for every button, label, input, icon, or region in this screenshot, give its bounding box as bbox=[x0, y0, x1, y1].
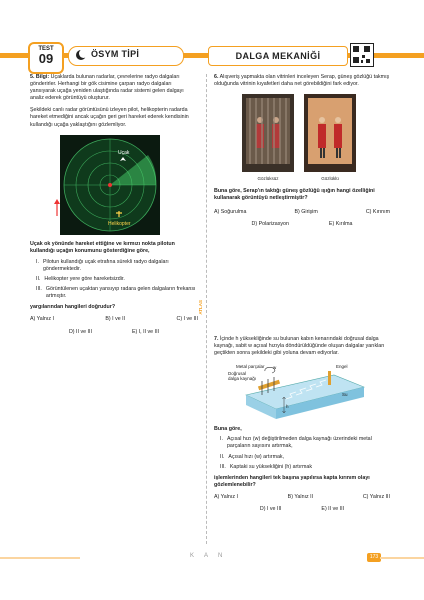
footer-line-right bbox=[380, 557, 424, 559]
fig-label-metal: Metal parçalar bbox=[236, 364, 265, 370]
q7-item-3-roman: III. bbox=[220, 463, 226, 470]
q5-item-3: Görüntülenen uçaktan yansıyıp radara gelen dalgaların frekansı artmıştır. bbox=[45, 286, 196, 300]
test-number: 09 bbox=[38, 51, 54, 66]
q7-item-1: Açısal hızı (w) değiştirilmeden dalga kaynağı üzerindeki metal parçaların sayısını artırmak, bbox=[226, 436, 372, 450]
q5-option-c[interactable]: C) I ve III bbox=[176, 316, 198, 323]
q7-option-a[interactable]: A) Yalnız I bbox=[214, 493, 238, 500]
radar-label-ucak: Uçak bbox=[118, 149, 130, 156]
q5-intro-bold: Bilgi: bbox=[35, 74, 50, 80]
q5-option-a[interactable]: A) Yalnız I bbox=[30, 316, 54, 323]
q5-stem: Uçak ok yönünde hareket ettiğine ve kırmızı nokta pilotun kullandığı uçağın konumunu gösterdiğine göre, bbox=[30, 240, 175, 254]
fig-label-su: Su bbox=[342, 392, 348, 398]
q5-item-3-roman: III. bbox=[36, 286, 42, 293]
direction-arrow-icon bbox=[50, 198, 64, 218]
q5-item-2-roman: II. bbox=[36, 276, 41, 283]
osym-badge bbox=[68, 46, 184, 66]
test-badge bbox=[28, 42, 64, 74]
q6-question: Buna göre, Serap'ın taktığı güneş gözlüğü ışığın hangi özelliğini kullanarak görüntüyü netleştirmiştir? bbox=[214, 188, 375, 202]
test-label: TEST bbox=[38, 46, 54, 52]
q7-option-d[interactable]: D) I ve III bbox=[259, 506, 282, 513]
page-number: 173 bbox=[367, 553, 381, 562]
q5-option-d[interactable]: D) II ve III bbox=[68, 328, 92, 335]
topic-title: DALGA MEKANİĞİ bbox=[208, 46, 348, 66]
q7-item-1-roman: I. bbox=[220, 436, 223, 443]
q7-number: 7. bbox=[214, 336, 219, 342]
footer-line-left bbox=[0, 557, 80, 559]
fig-label-engel: Engel bbox=[336, 364, 348, 370]
q5-question: yargılarından hangileri doğrudur? bbox=[30, 304, 116, 311]
fig-label-source: Doğrusal dalga kaynağı bbox=[228, 371, 257, 382]
q5-intro: Uçaklarda bulunan radarlar, çevrelerine radyo dalgaları gönderirler. Herhangi bir gök cisimine çarpan radyo dalgaları yansıyarak uçağa yeniden ulaştığında radar sistemi gelen dalgayı analiz ederek görüntüyü oluşturur. bbox=[30, 74, 184, 102]
osym-label: ÖSYM TİPİ bbox=[91, 49, 140, 59]
question-5 bbox=[30, 74, 198, 336]
q5-number: 5. bbox=[30, 74, 35, 80]
q6-option-b[interactable]: B) Girişim bbox=[294, 208, 318, 215]
q6-number: 6. bbox=[214, 74, 219, 80]
radar-figure bbox=[60, 135, 160, 235]
q7-text: İçinde h yüksekliğinde su bulunan kabın kenarındaki doğrusal dalga kaynağı, sabit w açısal hızıyla döndürüldüğünde oluşan dalgalar yarıkları geçtikten sonra şekildeki gibi yoluna devam ediyorlar. bbox=[214, 336, 385, 357]
q5-option-b[interactable]: B) I ve II bbox=[105, 316, 126, 323]
q7-option-e[interactable]: E) II ve III bbox=[321, 506, 345, 513]
q7-item-3: Kaptaki su yüksekliğini (h) artırmak bbox=[229, 463, 313, 470]
footer-logo: KAN bbox=[190, 553, 233, 559]
q6-option-c[interactable]: C) Kırınım bbox=[365, 208, 390, 215]
q6-text: Alışveriş yapmakta olan vitrinleri inceleyen Serap, güneş gözlüğü takmış olduğunda vitrinin kıyafetleri daha net görebildiğini fark ediyor. bbox=[214, 74, 390, 88]
q7-item-2-roman: II. bbox=[220, 453, 225, 460]
moon-icon bbox=[76, 50, 86, 60]
q7-option-b[interactable]: B) Yalnız II bbox=[287, 493, 314, 500]
radar-label-heli: Helikopter bbox=[108, 220, 131, 227]
q5-para2: Şekildeki canlı radar görüntüsünü izleyen pilot, helikopterin radarda hareket etmediğini ancak uçağın geri geri hareket ederek kendisinin kullandığı uçağa yaklaştığını gözlemliyor. bbox=[30, 107, 189, 128]
q5-item-1-roman: I. bbox=[36, 258, 39, 265]
q5-item-2: Helikopter yere göre hareketsizdir. bbox=[44, 276, 125, 283]
q6-option-e[interactable]: E) Kırılma bbox=[328, 220, 353, 227]
side-brand-label: ATLAS bbox=[198, 300, 203, 315]
q7-item-2: Açısal hızı (w) artırmak, bbox=[228, 453, 285, 460]
q7-question: işlemlerinden hangileri tek başına yapılırsa kapta kırınım olayı gözlemlenebilir? bbox=[214, 474, 370, 488]
question-6 bbox=[214, 74, 390, 228]
q6-option-d[interactable]: D) Polarizasyon bbox=[251, 220, 289, 227]
question-7 bbox=[214, 336, 390, 513]
q7-option-c[interactable]: C) Yalnız III bbox=[362, 493, 390, 500]
q5-option-e[interactable]: E) I, II ve III bbox=[131, 328, 160, 335]
caption-gozluklu: Gözlüklü bbox=[321, 176, 339, 182]
fig-label-w: w bbox=[273, 365, 277, 371]
wave-tank-figure bbox=[224, 361, 374, 423]
caption-gozluksuz: Gözlüksüz bbox=[257, 176, 279, 182]
shop-window-blurry-image bbox=[242, 94, 294, 182]
q6-option-a[interactable]: A) Soğurulma bbox=[214, 208, 247, 215]
qr-code-icon[interactable] bbox=[350, 43, 374, 67]
q7-stem: Buna göre, bbox=[214, 426, 242, 433]
barrier-shape bbox=[328, 371, 331, 385]
shop-window-clear-image bbox=[304, 94, 356, 182]
fig-label-h: h bbox=[286, 404, 289, 410]
q5-item-1: Pilotun kullandığı uçak etrafına sürekli radyo dalgaları göndermektedir. bbox=[42, 258, 169, 272]
